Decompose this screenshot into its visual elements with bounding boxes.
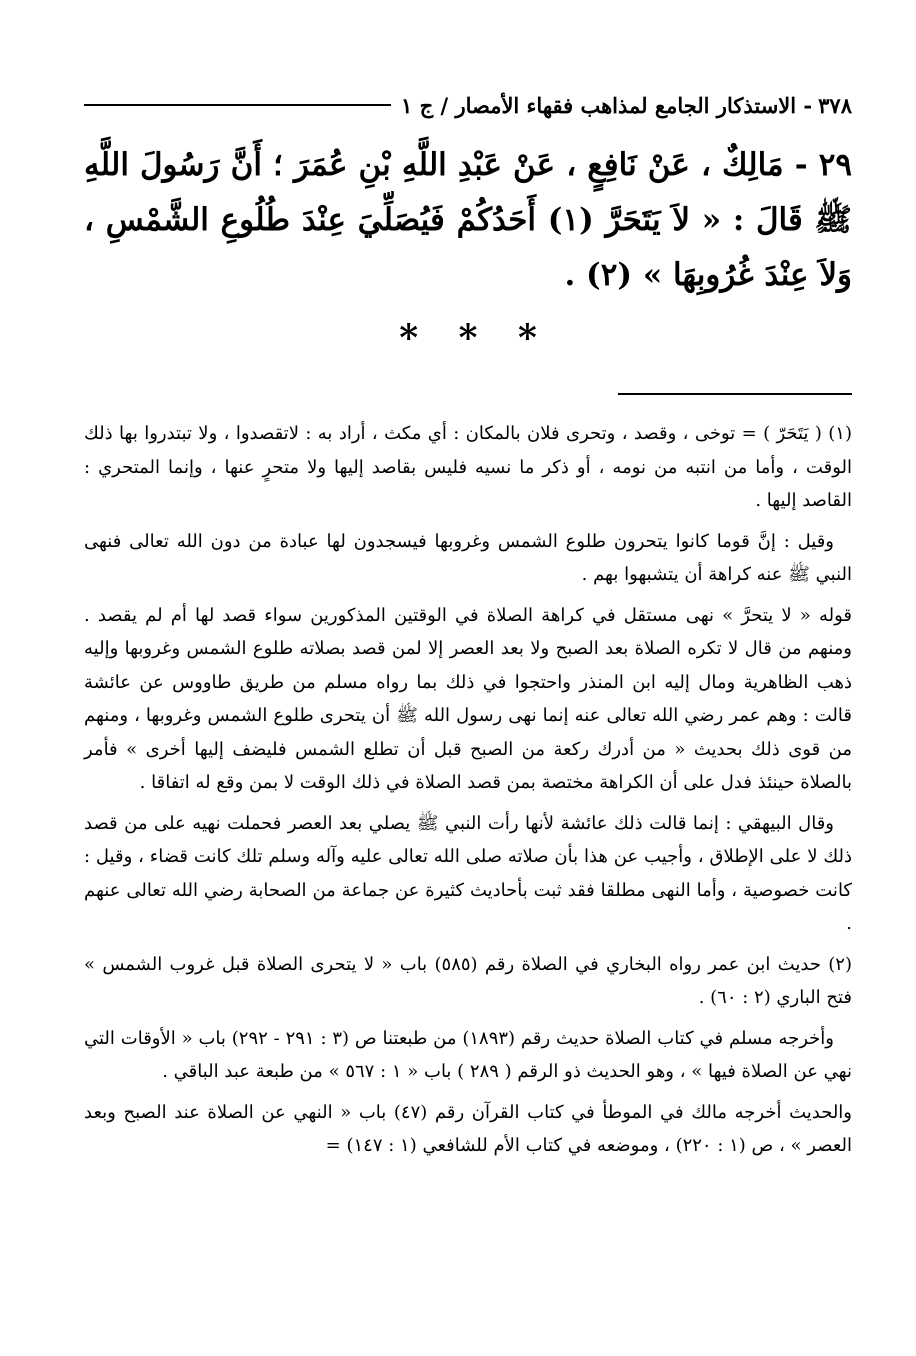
running-header (84, 88, 852, 122)
footnote-1-continued: وقيل : إنَّ قوما كانوا يتحرون طلوع الشمس وغروبها فيسجدون لها عبادة من دون الله تعالى فنهى النبي ﷺ عنه كراهة أن يتشبهوا بهم . (84, 530, 852, 585)
footnote-2-muslim: وأخرجه مسلم في كتاب الصلاة حديث رقم (١٨٩٣) من طبعتنا ص (٣ : ٢٩١ - ٢٩٢) باب « الأوقات التي نهي عن الصلاة فيها » ، وهو الحديث ذو الرقم ( ٢٨٩ ) باب « ١ : ٥٦٧ » من طبعة عبد الباقي . (84, 1027, 852, 1082)
footnotes (84, 417, 852, 1163)
footnote-2-malik: والحديث أخرجه مالك في الموطأ في كتاب القرآن رقم (٤٧) باب « النهي عن الصلاة عند الصبح وبعد العصر » ، ص (١ : ٢٢٠) ، وموضعه في كتاب الأم للشافعي (١ : ١٤٧) = (84, 1101, 852, 1156)
footnote-1-bayhaqi: وقال البيهقي : إنما قالت ذلك عائشة لأنها رأت النبي ﷺ يصلي بعد العصر فحملت نهيه على من قصد ذلك لا على الإطلاق ، وأجيب عن هذا بأن صلاته صلى الله تعالى عليه وآله وسلم تلك كانت قضاء ، وقيل : كانت خصوصية ، وأما النهى مطلقا فقد ثبت بأحاديث كثيرة عن جماعة من الصحابة رضي الله تعالى عنهم . (84, 812, 852, 934)
header-rule (84, 104, 391, 106)
hadith-text: مَالِكٌ ، عَنْ نَافِعٍ ، عَنْ عَبْدِ اللَّهِ بْنِ عُمَرَ ؛ أَنَّ رَسُولَ اللَّهِ ﷺ قَالَ : « لاَ يَتَحَرَّ (١) أَحَدُكُمْ فَيُصَلِّيَ عِنْدَ طُلُوعِ الشَّمْسِ ، وَلاَ عِنْدَ غُرُوبِهَا » (٢) . (84, 147, 852, 293)
footnote-1: (١) ( يَتَحَرّ ) = توخى ، وقصد ، وتحرى فلان بالمكان : أي مكث ، أراد به : لاتقصدوا ، ولا تبتدروا بها ذلك الوقت ، وأما من انتبه من نومه ، أو ذكر ما نسيه فليس بقاصد إليها ولا متحرٍ عنها ، وإنما المتحري : القاصد إليها . (84, 423, 852, 511)
page-number: ٣٧٨ (818, 92, 852, 118)
footnote-2: (٢) حديث ابن عمر رواه البخاري في الصلاة رقم (٥٨٥) باب « لا يتحرى الصلاة قبل غروب الشمس » فتح الباري (٢ : ٦٠) . (84, 953, 852, 1008)
footnote-rule (618, 393, 852, 395)
section-separator: * * * (399, 317, 537, 359)
hadith-text-block (84, 138, 852, 303)
hadith-number: ٢٩ - (794, 147, 852, 183)
footnote-1-commentary: قوله « لا يتحرَّ » نهى مستقل في كراهة الصلاة في الوقتين المذكورين سواء قصد لها أم لم يقصد . ومنهم من قال لا تكره الصلاة بعد الصبح ولا بعد العصر إلا لمن قصد بصلاته طلوع الشمس وغروبها وإليه ذهب الظاهرية ومال إليه ابن المنذر واحتجوا في ذلك بما رواه مسلم من طريق طاووس عن عائشة قالت : وهم عمر رضي الله تعالى عنه إنما نهى رسول الله ﷺ أن يتحرى طلوع الشمس وغروبها ، ومنهم من قوى ذلك بحديث « من أدرك ركعة من الصبح قبل أن تطلع الشمس فليضف إليها أخرى » فأمر بالصلاة حينئذ فدل على أن الكراهة مختصة بمن قصد الصلاة في ذلك الوقت لا بمن وقع له اتفاقا . (84, 604, 852, 793)
book-page (84, 88, 852, 1170)
running-title: - الاستذكار الجامع لمذاهب فقهاء الأمصار / ج ١ (401, 92, 813, 118)
